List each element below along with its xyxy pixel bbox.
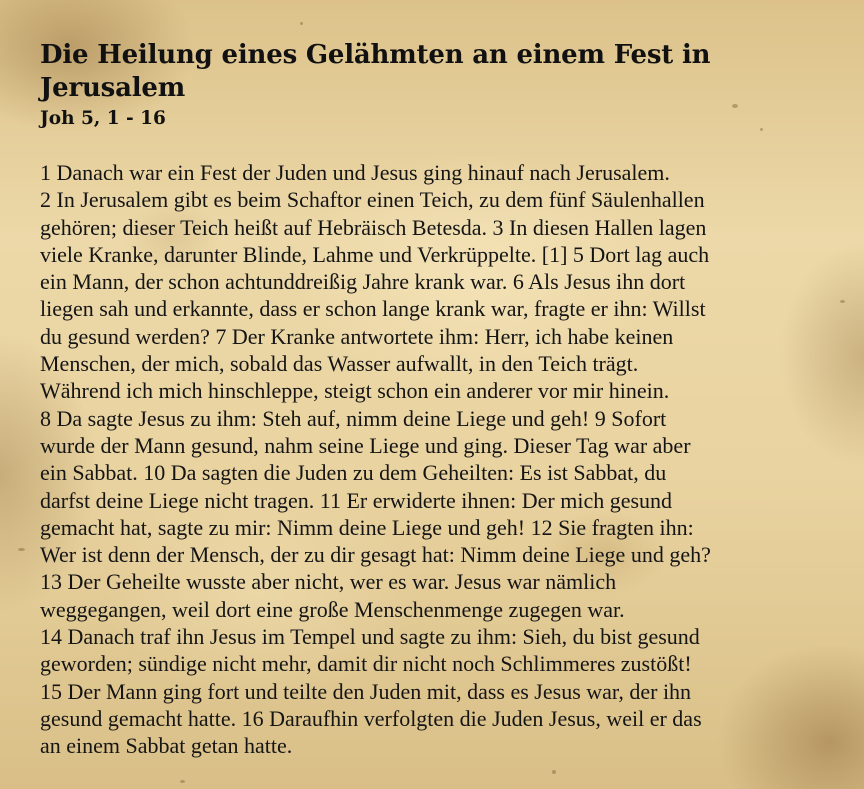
text-line: ein Sabbat. 10 Da sagten die Juden zu dem Geheilten: Es ist Sabbat, du bbox=[40, 460, 667, 486]
text-line: an einem Sabbat getan hatte. bbox=[40, 733, 293, 759]
passage-title-line: Die Heilung eines Gelähmten an einem Fest in bbox=[40, 40, 711, 70]
text-line: 8 Da sagte Jesus zu ihm: Steh auf, nimm deine Liege und geh! 9 Sofort bbox=[40, 405, 667, 431]
text-line: gemacht hat, sagte zu mir: Nimm deine Liege und geh! 12 Sie fragten ihn: bbox=[40, 514, 694, 540]
text-line: geworden; sündige nicht mehr, damit dir nicht noch Schlimmeres zustößt! bbox=[40, 651, 692, 677]
text-line: Wer ist denn der Mensch, der zu dir gesagt hat: Nimm deine Liege und geh? bbox=[40, 542, 711, 568]
passage-title bbox=[40, 39, 850, 105]
text-line: 14 Danach traf ihn Jesus im Tempel und sagte zu ihm: Sieh, du bist gesund bbox=[40, 624, 700, 650]
parchment-speck bbox=[180, 780, 185, 783]
passage-reference: Joh 5, 1 - 16 bbox=[40, 108, 166, 129]
text-line: 2 In Jerusalem gibt es beim Schaftor einen Teich, zu dem fünf Säulenhallen bbox=[40, 187, 705, 213]
text-line: gesund gemacht hatte. 16 Daraufhin verfolgten die Juden Jesus, weil er das bbox=[40, 705, 702, 731]
text-line: gehören; dieser Teich heißt auf Hebräisch Betesda. 3 In diesen Hallen lagen bbox=[40, 214, 707, 240]
text-line: darfst deine Liege nicht tragen. 11 Er erwiderte ihnen: Der mich gesund bbox=[40, 487, 673, 513]
text-line: ein Mann, der schon achtunddreißig Jahre krank war. 6 Als Jesus ihn dort bbox=[40, 269, 686, 295]
passage-text bbox=[40, 159, 850, 760]
spacer bbox=[40, 133, 850, 159]
parchment-speck bbox=[552, 770, 556, 774]
text-line: liegen sah und erkannte, dass er schon lange krank war, fragte er ihn: Willst bbox=[40, 296, 706, 322]
text-line: Menschen, der mich, sobald das Wasser aufwallt, in den Teich trägt. bbox=[40, 351, 639, 377]
passage-title-line: Jerusalem bbox=[40, 73, 186, 103]
text-line: 1 Danach war ein Fest der Juden und Jesus ging hinauf nach Jerusalem. bbox=[40, 160, 670, 185]
text-line: Während ich mich hinschleppe, steigt schon ein anderer vor mir hinein. bbox=[40, 378, 670, 404]
text-line: 15 Der Mann ging fort und teilte den Juden mit, dass es Jesus war, der ihn bbox=[40, 678, 692, 704]
text-line: weggegangen, weil dort eine große Menschenmenge zugegen war. bbox=[40, 596, 625, 622]
text-line: du gesund werden? 7 Der Kranke antwortete ihm: Herr, ich habe keinen bbox=[40, 323, 674, 349]
text-line: wurde der Mann gesund, nahm seine Liege und ging. Dieser Tag war aber bbox=[40, 432, 691, 458]
text-line: viele Kranke, darunter Blinde, Lahme und Verkrüppelte. [1] 5 Dort lag auch bbox=[40, 241, 710, 267]
parchment-speck bbox=[300, 22, 303, 25]
text-line: 13 Der Geheilte wusste aber nicht, wer es war. Jesus war nämlich bbox=[40, 569, 617, 595]
parchment-speck bbox=[18, 548, 25, 551]
passage bbox=[40, 39, 850, 760]
